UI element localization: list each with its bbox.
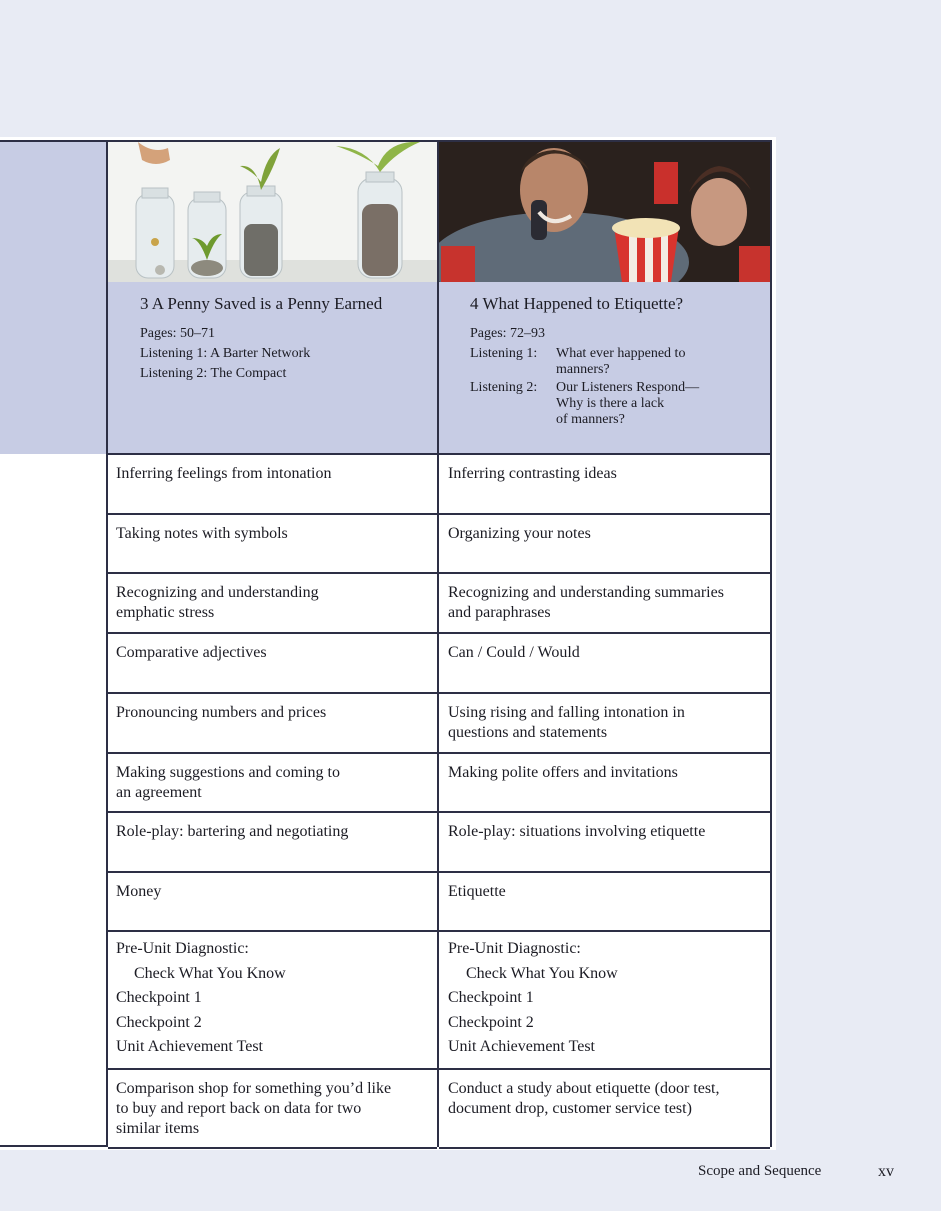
line: emphatic stress bbox=[116, 604, 215, 621]
line: Check What You Know bbox=[134, 964, 286, 982]
line: to buy and report back on data for two bbox=[116, 1100, 362, 1117]
unit-pages: Pages: 50–71 bbox=[140, 326, 216, 341]
cell-note-taking: Taking notes with symbols bbox=[108, 515, 437, 574]
page-number: xv bbox=[878, 1163, 894, 1180]
left-header-band bbox=[0, 140, 107, 454]
coin-jars-image bbox=[108, 142, 437, 282]
line: Unit Achievement Test bbox=[448, 1038, 595, 1056]
cell-pronunciation bbox=[439, 694, 770, 754]
cell-vocabulary: Etiquette bbox=[439, 873, 770, 932]
popcorn-bucket bbox=[612, 218, 680, 282]
line: Pre-Unit Diagnostic: bbox=[116, 940, 249, 957]
movie-audience-image bbox=[439, 142, 770, 282]
unit-4-photo-movie-audience bbox=[439, 142, 770, 282]
cell-assessment bbox=[108, 932, 437, 1070]
cell-pronunciation: Pronouncing numbers and prices bbox=[108, 694, 437, 754]
line: Conduct a study about etiquette (door test, bbox=[448, 1080, 720, 1097]
line: manners? bbox=[556, 362, 610, 377]
cell-role-play: Role-play: bartering and negotiating bbox=[108, 813, 437, 873]
listening-label: Listening 2: bbox=[470, 380, 538, 395]
line: Making suggestions and coming to bbox=[116, 764, 340, 781]
cell-project bbox=[108, 1070, 437, 1149]
unit-3-column bbox=[106, 140, 437, 1147]
line: Checkpoint 2 bbox=[116, 1013, 202, 1031]
cell-grammar: Can / Could / Would bbox=[439, 634, 770, 694]
line: Why is there a lack bbox=[556, 396, 665, 411]
listening-title bbox=[556, 378, 699, 428]
line: and paraphrases bbox=[448, 604, 551, 621]
cell-listening-skill: Inferring contrasting ideas bbox=[439, 455, 770, 515]
unit-4-column bbox=[437, 140, 772, 1147]
unit-3-photo-coin-jars bbox=[108, 142, 437, 282]
line: Using rising and falling intonation in bbox=[448, 704, 685, 721]
line: Comparison shop for something you’d like bbox=[116, 1080, 392, 1097]
unit-4-header bbox=[439, 282, 770, 455]
unit-3-rows bbox=[108, 455, 437, 1149]
listening-2: Listening 2: The Compact bbox=[140, 366, 287, 381]
cell-note-taking: Organizing your notes bbox=[439, 515, 770, 574]
line: Our Listeners Respond— bbox=[556, 380, 700, 395]
line: of manners? bbox=[556, 412, 625, 427]
unit-meta bbox=[470, 324, 699, 428]
line: Checkpoint 1 bbox=[448, 989, 534, 1007]
footer-section-label: Scope and Sequence bbox=[698, 1163, 822, 1179]
unit-4-rows bbox=[439, 455, 770, 1149]
line: document drop, customer service test) bbox=[448, 1100, 692, 1117]
cell-project bbox=[439, 1070, 770, 1149]
cell-grammar: Comparative adjectives bbox=[108, 634, 437, 694]
cell-listening-focus bbox=[108, 574, 437, 634]
unit-3-header bbox=[108, 282, 437, 455]
cell-speaking bbox=[108, 754, 437, 813]
listening-title bbox=[556, 344, 685, 378]
line: an agreement bbox=[116, 784, 202, 801]
unit-title: 4 What Happened to Etiquette? bbox=[470, 294, 684, 313]
listening-2 bbox=[470, 378, 699, 428]
listening-1 bbox=[470, 344, 699, 378]
line: Recognizing and understanding summaries bbox=[448, 584, 724, 601]
unit-pages: Pages: 72–93 bbox=[470, 326, 546, 341]
unit-title: 3 A Penny Saved is a Penny Earned bbox=[140, 294, 383, 313]
line: questions and statements bbox=[448, 724, 608, 741]
line: Checkpoint 1 bbox=[116, 989, 202, 1007]
listening-label: Listening 1: bbox=[470, 346, 538, 361]
cell-speaking: Making polite offers and invitations bbox=[439, 754, 770, 813]
line: Unit Achievement Test bbox=[116, 1038, 263, 1056]
cell-listening-skill: Inferring feelings from intonation bbox=[108, 455, 437, 515]
cell-listening-focus bbox=[439, 574, 770, 634]
jar-2 bbox=[188, 192, 226, 278]
listening-1: Listening 1: A Barter Network bbox=[140, 346, 311, 361]
line: Pre-Unit Diagnostic: bbox=[448, 940, 581, 957]
line: Recognizing and understanding bbox=[116, 584, 319, 601]
cell-role-play: Role-play: situations involving etiquette bbox=[439, 813, 770, 873]
cell-assessment bbox=[439, 932, 770, 1070]
line: Checkpoint 2 bbox=[448, 1013, 534, 1031]
jar-1 bbox=[136, 188, 174, 278]
left-bottom-rule bbox=[0, 1145, 108, 1147]
line: similar items bbox=[116, 1120, 200, 1137]
line: Check What You Know bbox=[466, 964, 618, 982]
unit-meta bbox=[140, 324, 310, 384]
cell-vocabulary: Money bbox=[108, 873, 437, 932]
line: What ever happened to bbox=[556, 346, 686, 361]
